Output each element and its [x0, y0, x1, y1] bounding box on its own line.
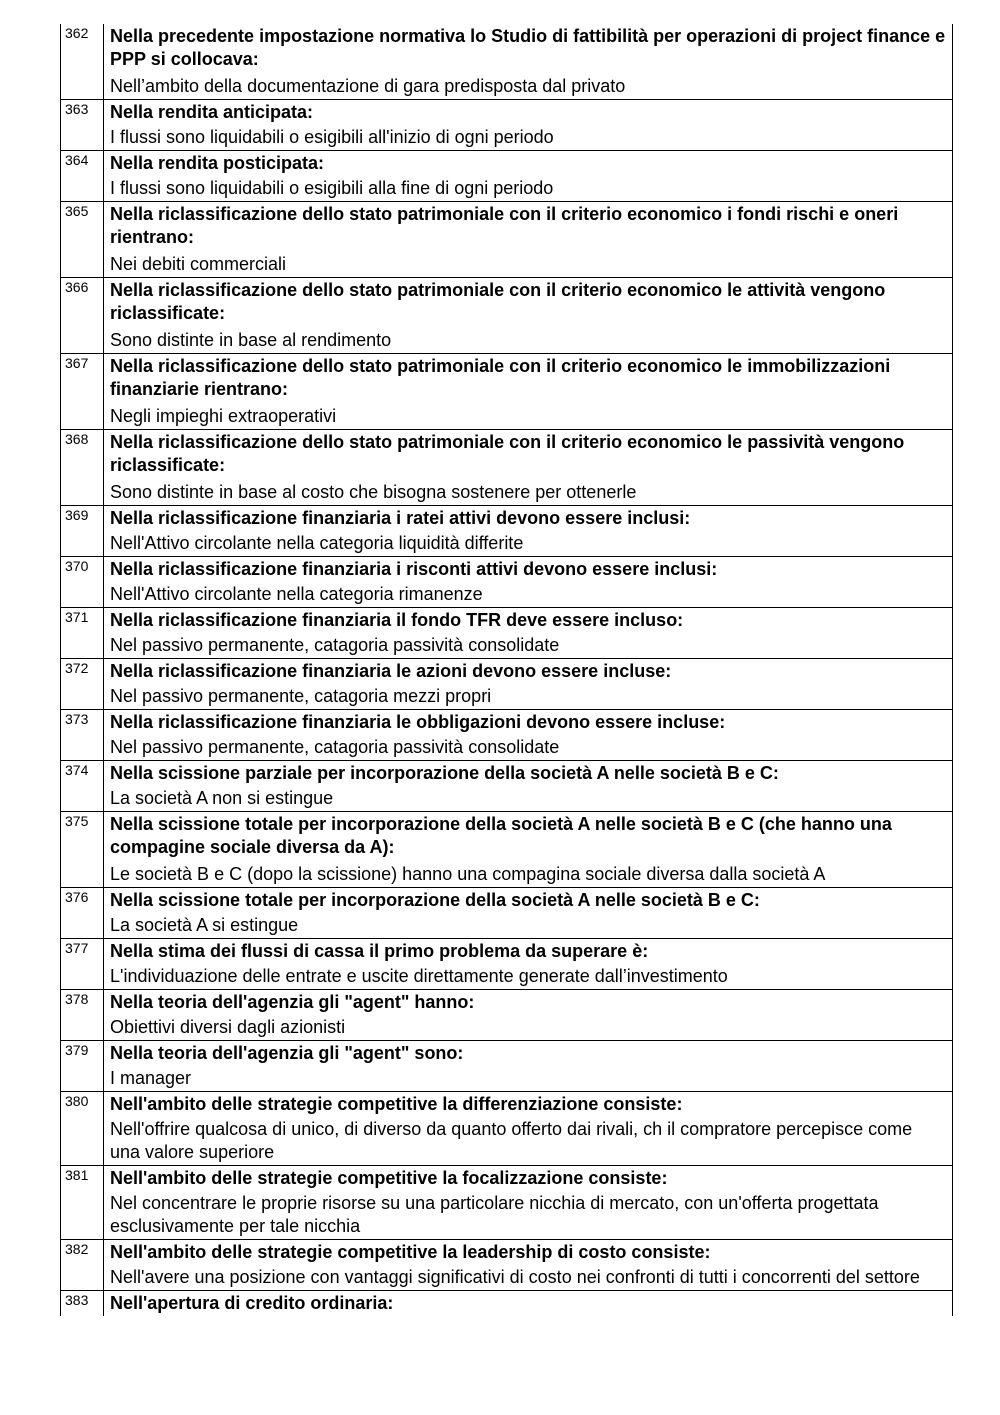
answer-text: Negli impieghi extraoperativi [110, 406, 337, 426]
table-row [61, 608, 953, 659]
question-number: 370 [61, 557, 104, 608]
question-number: 375 [61, 812, 104, 888]
question-cell [104, 557, 953, 608]
table-row [61, 354, 953, 430]
question-number: 367 [61, 354, 104, 430]
answer-text: L'individuazione delle entrate e uscite direttamente generate dall’investimento [110, 966, 728, 986]
answer-text: Obiettivi diversi dagli azionisti [110, 1017, 346, 1037]
table-row [61, 100, 953, 151]
table-row [61, 761, 953, 812]
question-number: 377 [61, 939, 104, 990]
question-cell [104, 24, 953, 100]
question-text: Nella riclassificazione finanziaria il fondo TFR deve essere incluso: [110, 610, 684, 630]
qa-table [60, 24, 953, 1316]
question-cell [104, 939, 953, 990]
answer-text: Nei debiti commerciali [110, 254, 287, 274]
question-cell [104, 1166, 953, 1240]
question-number: 380 [61, 1092, 104, 1166]
question-cell [104, 888, 953, 939]
answer-text: Nel passivo permanente, catagoria passività consolidate [110, 635, 560, 655]
question-cell [104, 430, 953, 506]
table-row [61, 1092, 953, 1166]
answer-text: I manager [110, 1068, 192, 1088]
answer-text: Nell'Attivo circolante nella categoria liquidità differite [110, 533, 524, 553]
question-text: Nella teoria dell'agenzia gli "agent" hanno: [110, 992, 475, 1012]
question-number: 382 [61, 1240, 104, 1291]
question-text: Nell'ambito delle strategie competitive la focalizzazione consiste: [110, 1168, 668, 1188]
question-cell [104, 202, 953, 278]
question-number: 366 [61, 278, 104, 354]
question-cell [104, 1092, 953, 1166]
question-text: Nella riclassificazione finanziaria i risconti attivi devono essere inclusi: [110, 559, 718, 579]
question-cell [104, 812, 953, 888]
question-cell [104, 1291, 953, 1317]
question-cell [104, 1041, 953, 1092]
qa-table-body [61, 24, 953, 1316]
question-text: Nella riclassificazione dello stato patrimoniale con il criterio economico le attività vengono riclassificate: [110, 280, 886, 323]
question-text: Nella stima dei flussi di cassa il primo problema da superare è: [110, 941, 649, 961]
question-number: 362 [61, 24, 104, 100]
question-text: Nella riclassificazione dello stato patrimoniale con il criterio economico i fondi rischi e oneri rientrano: [110, 204, 899, 247]
question-text: Nella teoria dell'agenzia gli "agent" sono: [110, 1043, 464, 1063]
question-cell [104, 506, 953, 557]
question-number: 371 [61, 608, 104, 659]
answer-text: Nell'Attivo circolante nella categoria rimanenze [110, 584, 483, 604]
table-row [61, 939, 953, 990]
answer-text: La società A non si estingue [110, 788, 334, 808]
answer-text: La società A si estingue [110, 915, 299, 935]
table-row [61, 24, 953, 100]
question-number: 363 [61, 100, 104, 151]
question-cell [104, 278, 953, 354]
answer-text: Sono distinte in base al costo che bisogna sostenere per ottenerle [110, 482, 637, 502]
question-text: Nella precedente impostazione normativa lo Studio di fattibilità per operazioni di project finance e PPP si collocava: [110, 26, 946, 69]
question-text: Nella rendita posticipata: [110, 153, 325, 173]
question-cell [104, 354, 953, 430]
question-cell [104, 761, 953, 812]
question-cell [104, 608, 953, 659]
table-row [61, 659, 953, 710]
answer-text: Nell’ambito della documentazione di gara predisposta dal privato [110, 76, 626, 96]
question-text: Nell'apertura di credito ordinaria: [110, 1293, 394, 1313]
question-number: 368 [61, 430, 104, 506]
question-text: Nell'ambito delle strategie competitive la leadership di costo consiste: [110, 1242, 711, 1262]
table-row [61, 812, 953, 888]
question-number: 374 [61, 761, 104, 812]
question-text: Nella riclassificazione finanziaria i ratei attivi devono essere inclusi: [110, 508, 691, 528]
table-row [61, 430, 953, 506]
question-number: 383 [61, 1291, 104, 1317]
table-row [61, 888, 953, 939]
table-row [61, 1240, 953, 1291]
answer-text: Le società B e C (dopo la scissione) hanno una compagina sociale diversa dalla società A [110, 864, 826, 884]
table-row [61, 278, 953, 354]
question-text: Nell'ambito delle strategie competitive la differenziazione consiste: [110, 1094, 683, 1114]
question-cell [104, 1240, 953, 1291]
question-number: 378 [61, 990, 104, 1041]
question-cell [104, 100, 953, 151]
question-text: Nella riclassificazione dello stato patrimoniale con il criterio economico le immobilizzazioni finanziarie rientrano: [110, 356, 891, 399]
question-text: Nella scissione totale per incorporazione della società A nelle società B e C: [110, 890, 760, 910]
question-number: 373 [61, 710, 104, 761]
question-number: 365 [61, 202, 104, 278]
question-text: Nella scissione parziale per incorporazione della società A nelle società B e C: [110, 763, 779, 783]
answer-text: Nel concentrare le proprie risorse su una particolare nicchia di mercato, con un'offerta progettata esclusivamente per tale nicchia [110, 1193, 879, 1236]
question-number: 364 [61, 151, 104, 202]
question-number: 372 [61, 659, 104, 710]
table-row [61, 1041, 953, 1092]
answer-text: Nell'avere una posizione con vantaggi significativi di costo nei confronti di tutti i concorrenti del settore [110, 1267, 920, 1287]
question-number: 369 [61, 506, 104, 557]
question-text: Nella riclassificazione finanziaria le azioni devono essere incluse: [110, 661, 672, 681]
question-text: Nella riclassificazione dello stato patrimoniale con il criterio economico le passività vengono riclassificate: [110, 432, 905, 475]
question-text: Nella rendita anticipata: [110, 102, 314, 122]
table-row [61, 506, 953, 557]
question-cell [104, 151, 953, 202]
table-row [61, 202, 953, 278]
question-number: 381 [61, 1166, 104, 1240]
question-cell [104, 659, 953, 710]
question-number: 376 [61, 888, 104, 939]
answer-text: I flussi sono liquidabili o esigibili all'inizio di ogni periodo [110, 127, 554, 147]
question-cell [104, 990, 953, 1041]
answer-text: Nel passivo permanente, catagoria passività consolidate [110, 737, 560, 757]
table-row [61, 1166, 953, 1240]
question-text: Nella scissione totale per incorporazione della società A nelle società B e C (che hanno una compagine sociale diversa da A): [110, 814, 892, 857]
table-row [61, 1291, 953, 1317]
question-cell [104, 710, 953, 761]
answer-text: Nel passivo permanente, catagoria mezzi propri [110, 686, 492, 706]
answer-text: I flussi sono liquidabili o esigibili alla fine di ogni periodo [110, 178, 554, 198]
table-row [61, 557, 953, 608]
answer-text: Sono distinte in base al rendimento [110, 330, 392, 350]
table-row [61, 710, 953, 761]
table-row [61, 990, 953, 1041]
question-number: 379 [61, 1041, 104, 1092]
table-row [61, 151, 953, 202]
answer-text: Nell'offrire qualcosa di unico, di diverso da quanto offerto dai rivali, ch il compratore percepisce come una valore superiore [110, 1119, 913, 1162]
question-text: Nella riclassificazione finanziaria le obbligazioni devono essere incluse: [110, 712, 726, 732]
document-page [60, 24, 952, 1316]
